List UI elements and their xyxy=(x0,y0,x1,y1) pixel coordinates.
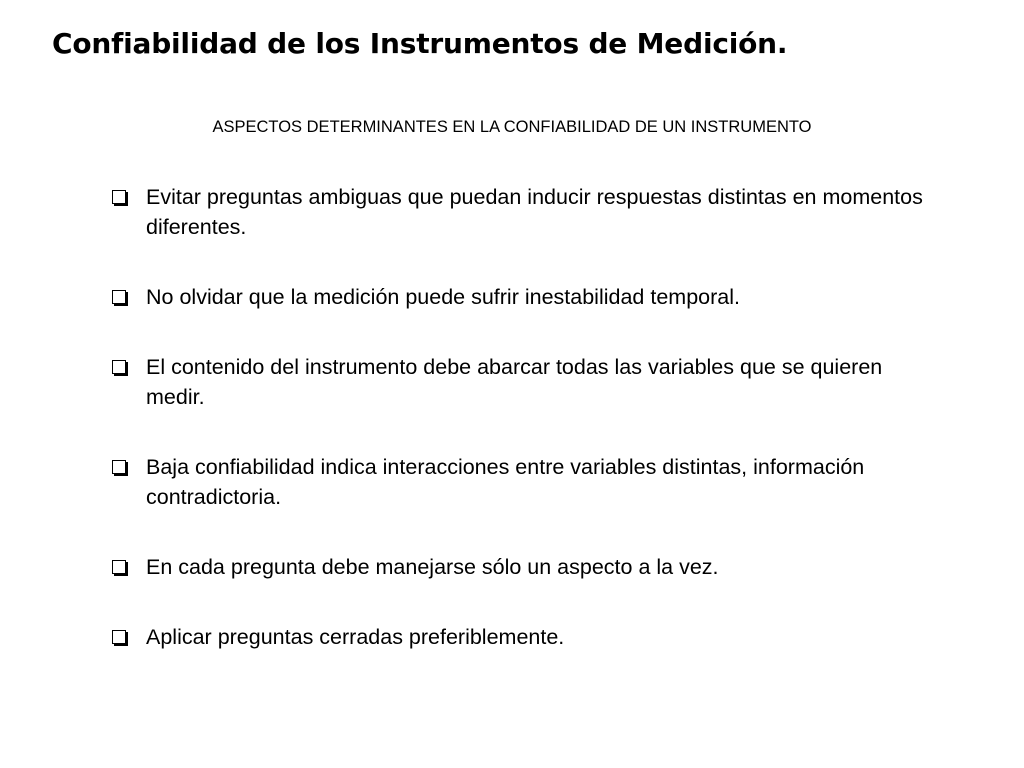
slide-title: Confiabilidad de los Instrumentos de Medición. xyxy=(52,27,788,60)
bullet-text: Baja confiabilidad indica interacciones entre variables distintas, información contradictoria. xyxy=(146,455,865,509)
list-item xyxy=(112,182,932,242)
bullet-text: Evitar preguntas ambiguas que puedan inducir respuestas distintas en momentos diferentes. xyxy=(146,185,923,239)
bullet-text: El contenido del instrumento debe abarcar todas las variables que se quieren medir. xyxy=(146,355,883,409)
list-item xyxy=(112,552,932,582)
bullet-text: En cada pregunta debe manejarse sólo un aspecto a la vez. xyxy=(146,555,719,579)
list-item xyxy=(112,622,932,652)
list-item xyxy=(112,282,932,312)
bullet-text: Aplicar preguntas cerradas preferiblemente. xyxy=(146,625,565,649)
square-bullet-icon xyxy=(112,630,126,644)
bullet-text: No olvidar que la medición puede sufrir inestabilidad temporal. xyxy=(146,285,740,309)
square-bullet-icon xyxy=(112,360,126,374)
square-bullet-icon xyxy=(112,460,126,474)
square-bullet-icon xyxy=(112,560,126,574)
list-item xyxy=(112,352,932,412)
slide-subtitle: ASPECTOS DETERMINANTES EN LA CONFIABILIDAD DE UN INSTRUMENTO xyxy=(212,118,812,136)
square-bullet-icon xyxy=(112,290,126,304)
square-bullet-icon xyxy=(112,190,126,204)
bullet-list xyxy=(112,182,932,692)
list-item xyxy=(112,452,932,512)
